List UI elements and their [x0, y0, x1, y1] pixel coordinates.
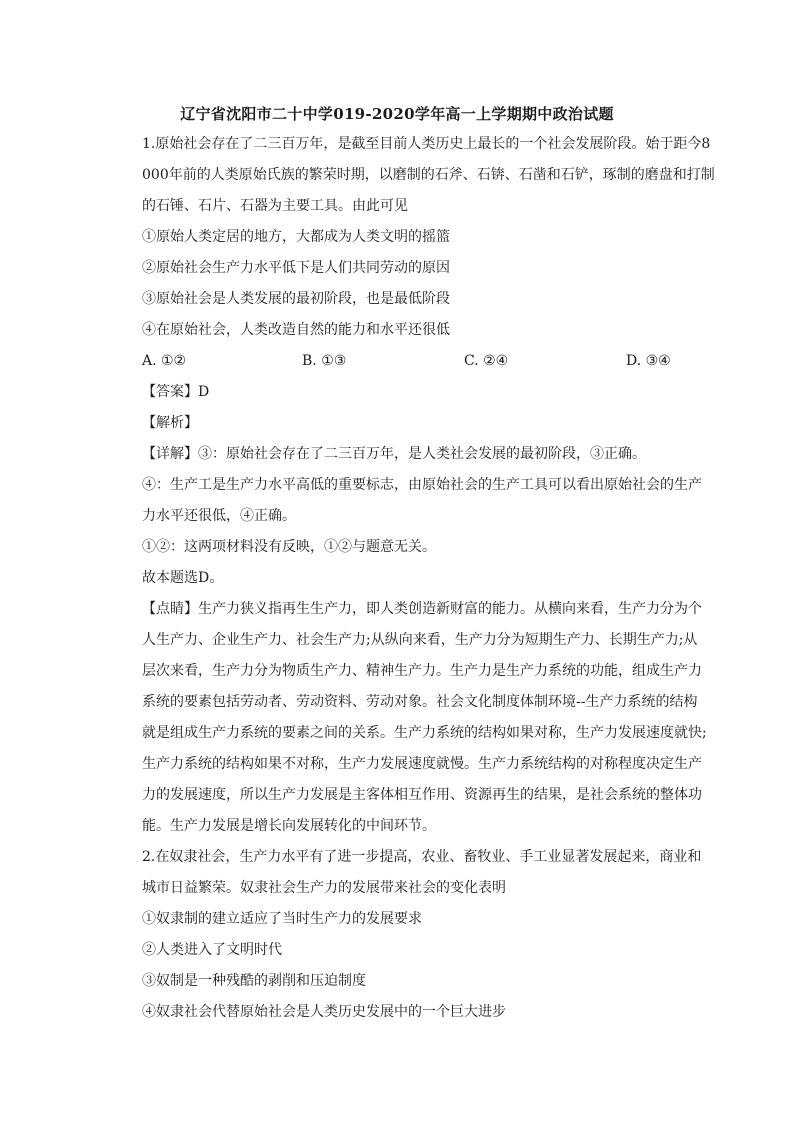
q1-option-b: B. ①③: [302, 353, 347, 369]
q1-detail-line: ④：生产工是生产力水平高低的重要标志，由原始社会的生产工具可以看出原始社会的生产: [142, 477, 702, 493]
q1-item: ④在原始社会，人类改造自然的能力和水平还很低: [142, 322, 450, 338]
q2-item: ④奴隶社会代替原始社会是人类历史发展中的一个巨大进步: [142, 1004, 506, 1020]
q2-stem-line: 2.在奴隶社会，生产力水平有了进一步提高，农业、畜牧业、手工业显著发展起来，商业和: [142, 849, 702, 865]
q1-analysis-label: 【解析】: [142, 415, 198, 431]
document-title: 辽宁省沈阳市二十中学019-2020学年高一上学期期中政治试题: [180, 105, 614, 123]
q1-item: ①原始人类定居的地方，大都成为人类文明的摇篮: [142, 229, 450, 245]
q1-stem-line: 的石锤、石片、石器为主要工具。由此可见: [142, 198, 408, 214]
q1-answer: 【答案】D: [142, 384, 210, 400]
q1-option-c: C. ②④: [464, 353, 509, 369]
q1-item: ③原始社会是人类发展的最初阶段，也是最低阶段: [142, 291, 450, 307]
q1-tip-line: 【点睛】生产力狭义指再生生产力，即人类创造新财富的能力。从横向来看，生产力分为个: [142, 601, 702, 617]
q1-item: ②原始社会生产力水平低下是人们共同劳动的原因: [142, 260, 450, 276]
q2-item: ③奴制是一种残酷的剥削和压迫制度: [142, 973, 366, 989]
q1-option-a: A. ①②: [142, 353, 187, 369]
q1-detail-line: 力水平还很低，④正确。: [142, 508, 296, 524]
document-body: [142, 129, 715, 1028]
q1-tip-line: 力的发展速度，所以生产力发展是主客体相互作用、资源再生的结果，是社会系统的整体功: [142, 787, 702, 803]
q2-item: ①奴隶制的建立适应了当时生产力的发展要求: [142, 911, 422, 927]
q1-detail-line: 故本题选D。: [142, 570, 224, 586]
q1-tip-line: 层次来看，生产力分为物质生产力、精神生产力。生产力是生产力系统的功能，组成生产力: [142, 663, 702, 679]
q1-tip-line: 系统的要素包括劳动者、劳动资料、劳动对象。社会文化制度体制环境--生产力系统的结构: [142, 694, 698, 710]
q1-options: [142, 346, 682, 377]
q1-tip-line: 能。生产力发展是增长向发展转化的中间环节。: [142, 818, 436, 834]
q1-tip-line: 人生产力、企业生产力、社会生产力;从纵向来看，生产力分为短期生产力、长期生产力;从: [142, 632, 698, 648]
q1-tip-line: 生产力系统的结构如果不对称，生产力发展速度就慢。生产力系统结构的对称程度决定生产: [142, 756, 702, 772]
q1-stem-line: 000年前的人类原始氏族的繁荣时期，以磨制的石斧、石锛、石凿和石铲，琢制的磨盘和打制: [142, 167, 715, 183]
q2-stem-line: 城市日益繁荣。奴隶社会生产力的发展带来社会的变化表明: [142, 880, 506, 896]
q2-item: ②人类进入了文明时代: [142, 942, 282, 958]
q1-detail-line: 【详解】③：原始社会存在了二三百万年，是人类社会发展的最初阶段，③正确。: [142, 446, 646, 462]
q1-tip-line: 就是组成生产力系统的要素之间的关系。生产力系统的结构如果对称，生产力发展速度就快;: [142, 725, 707, 741]
q1-detail-line: ①②：这两项材料没有反映，①②与题意无关。: [142, 539, 436, 555]
q1-stem-line: 1.原始社会存在了二三百万年，是截至目前人类历史上最长的一个社会发展阶段。始于距今8: [142, 136, 711, 152]
q1-option-d: D. ③④: [626, 353, 671, 369]
